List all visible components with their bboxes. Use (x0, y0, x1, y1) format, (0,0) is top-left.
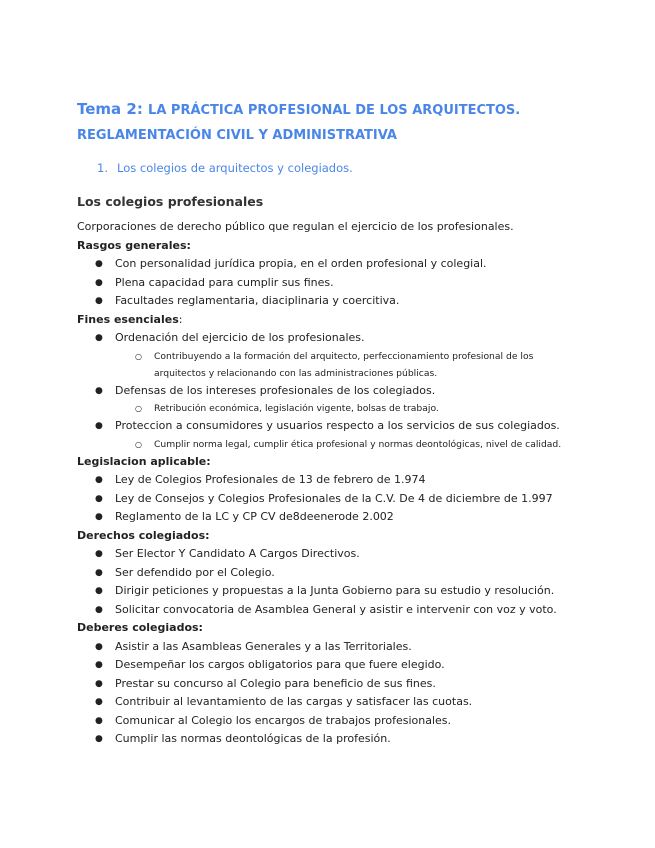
bullet-icon: ● (95, 586, 103, 596)
circle-bullet-icon: ○ (135, 404, 142, 413)
fines-label: Fines esenciales (77, 312, 179, 326)
list-item: ● Plena capacidad para cumplir sus fines. (77, 274, 637, 293)
list-item: ● Solicitar convocatoria de Asamblea General y asistir e intervenir con voz y voto. (77, 601, 637, 620)
list-item: ● Dirigir peticiones y propuestas a la Junta Gobierno para su estudio y resolución. (77, 582, 637, 601)
fines-label-line: Fines esenciales: (77, 312, 183, 326)
title-lead: Tema 2: (77, 100, 149, 118)
numbered-heading-text: Los colegios de arquitectos y colegiados. (117, 161, 353, 175)
rasgos-label: Rasgos generales: (77, 238, 191, 252)
bullet-icon: ● (95, 259, 103, 269)
list-item: ● Contribuir al levantamiento de las cargas y satisfacer las cuotas. (77, 693, 637, 712)
bullet-icon: ● (95, 475, 103, 485)
bullet-icon: ● (95, 641, 103, 652)
bullet-icon: ● (95, 604, 103, 615)
list-item: ● Reglamento de la LC y CP CV de8deenerode 2.002 (77, 508, 637, 527)
list-item: ● Cumplir las normas deontológicas de la profesión. (77, 730, 637, 749)
sub-list-item: ○ Cumplir norma legal, cumplir ética profesional y normas deontológicas, nivel de calidad. (77, 436, 574, 453)
bullet-icon: ● (95, 660, 103, 670)
list-item: ● Prestar su concurso al Colegio para beneficio de sus fines. (77, 675, 637, 694)
bullet-icon: ● (95, 567, 103, 578)
list-item: ● Desempeñar los cargos obligatorios para que fuere elegido. (77, 656, 637, 675)
legislacion-label: Legislacion aplicable: (77, 454, 211, 468)
list-item: ● Ordenación del ejercicio de los profesionales. (77, 329, 637, 348)
list-item: ● Defensas de los intereses profesionales de los colegiados. (77, 382, 637, 401)
circle-bullet-icon: ○ (135, 439, 142, 449)
section-heading: Los colegios profesionales (77, 194, 264, 209)
sub-list-item: ○ Contribuyendo a la formación del arquitecto, perfeccionamiento profesional de los arquitectos y relacionando con las administraciones públicas. (77, 348, 574, 382)
title-rest: LA PRÁCTICA PROFESIONAL DE LOS ARQUITECTOS. REGLAMENTACIÓN CIVIL Y ADMINISTRATIVA (77, 103, 521, 143)
list-item: ● Con personalidad jurídica propia, en el orden profesional y colegial. (77, 255, 637, 274)
bullet-icon: ● (95, 549, 103, 559)
list-item: ● Facultades reglamentaria, diaciplinaria y coercitiva. (77, 292, 637, 311)
derechos-label: Derechos colegiados: (77, 528, 210, 542)
bullet-icon: ● (95, 715, 103, 726)
bullet-icon: ● (95, 512, 103, 522)
bullet-icon: ● (95, 385, 103, 396)
document-body (77, 218, 637, 749)
numbered-heading (97, 160, 353, 176)
list-item: ● Ley de Colegios Profesionales de 13 de febrero de 1.974 (77, 471, 637, 490)
list-item: ● Ser Elector Y Candidato A Cargos Directivos. (77, 545, 637, 564)
bullet-icon: ● (95, 493, 103, 504)
list-item: ● Asistir a las Asambleas Generales y a las Territoriales. (77, 638, 637, 657)
list-item: ● Comunicar al Colegio los encargos de trabajos profesionales. (77, 712, 637, 731)
bullet-icon: ● (95, 277, 103, 288)
list-number: 1. (97, 161, 108, 175)
intro-paragraph: Corporaciones de derecho público que regulan el ejercicio de los profesionales. (77, 220, 514, 233)
circle-bullet-icon: ○ (135, 351, 142, 361)
document-title (77, 97, 637, 148)
list-item: ● Ser defendido por el Colegio. (77, 564, 637, 583)
bullet-icon: ● (95, 678, 103, 689)
bullet-icon: ● (95, 421, 103, 431)
list-item: ● Proteccion a consumidores y usuarios respecto a los servicios de sus colegiados. (77, 417, 637, 436)
list-item: ● Ley de Consejos y Colegios Profesionales de la C.V. De 4 de diciembre de 1.997 (77, 490, 637, 509)
bullet-icon: ● (95, 734, 103, 744)
deberes-label: Deberes colegiados: (77, 621, 203, 634)
bullet-icon: ● (95, 333, 103, 343)
bullet-icon: ● (95, 296, 103, 306)
bullet-icon: ● (95, 697, 103, 707)
sub-list-item: ○ Retribución económica, legislación vigente, bolsas de trabajo. (77, 400, 574, 417)
